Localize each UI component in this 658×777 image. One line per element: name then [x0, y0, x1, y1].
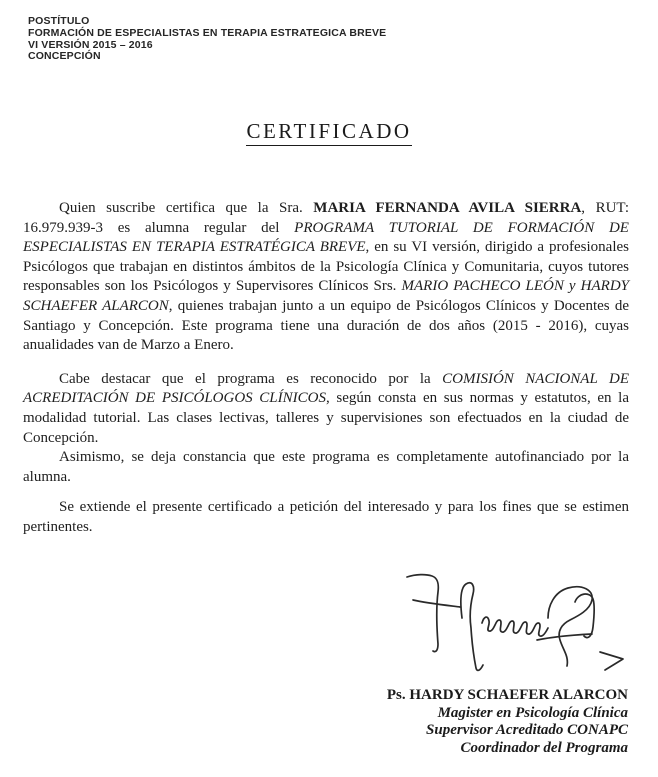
signatory-title: Supervisor Acreditado CONAPC — [426, 722, 628, 739]
text-segment: PROGRAMA TUTORIAL DE FORMACIÓN DE ESPECIALISTAS EN TERAPIA ESTRATÉGICA BREVE — [23, 219, 629, 256]
text-segment: , quienes trabajan junto a un equipo de Psicólogos Clínicos y Docentes de Santiago y Concepción. Este programa tiene una duración de dos años (2015 - 2016), cuyas anualidades van de Marzo a Enero. — [23, 297, 629, 354]
text-segment: , según consta en sus normas y estatutos, en la modalidad tutorial. Las clases lectivas, talleres y supervisiones son efectuados en la ciudad de Concepción. — [23, 390, 630, 446]
signatory-title: Coordinador del Programa — [460, 739, 628, 756]
certificate-title — [0, 119, 658, 146]
signature-icon — [402, 566, 642, 678]
text-segment: , RUT: 16.979.939-3 es alumna regular del — [23, 200, 629, 236]
header-line: CONCEPCIÓN — [28, 50, 101, 63]
text-segment: Quien suscribe certifica que la Sra. — [59, 200, 314, 216]
certificate-body — [23, 199, 629, 538]
text-segment: , en su VI versión, dirigido a profesionales Psicólogos que trabajan en distintos ámbitos de la Psicología Clínica y Comunitaria, cuyos tutores responsables son los Psicólogos y Supervisores Clínicos Srs. — [23, 239, 629, 295]
paragraph — [23, 199, 629, 356]
paragraph — [23, 370, 629, 448]
paragraph — [23, 498, 629, 537]
text-segment: MARIA FERNANDA AVILA SIERRA — [313, 200, 582, 216]
text-segment: Se extiende el presente certificado a petición del interesado y para los fines que se estimen pertinentes. — [23, 499, 629, 535]
header-line: FORMACIÓN DE ESPECIALISTAS EN TERAPIA ESTRATEGICA BREVE — [28, 26, 387, 39]
certificate-title-text: CERTIFICADO — [246, 119, 411, 146]
document-header — [28, 16, 386, 63]
header-line: VI VERSIÓN 2015 – 2016 — [28, 38, 153, 51]
header-line: POSTÍTULO — [28, 15, 90, 27]
signature-block — [387, 687, 628, 757]
text-segment: COMISIÓN NACIONAL DE ACREDITACIÓN DE PSICÓLOGOS CLÍNICOS — [23, 370, 630, 407]
paragraph — [23, 448, 629, 487]
signatory-titles — [387, 705, 628, 758]
text-segment: Asimismo, se deja constancia que este programa es completamente autofinanciado por la alumna. — [23, 449, 629, 485]
signatory-title: Magister en Psicología Clínica — [437, 704, 628, 721]
text-segment: Cabe destacar que el programa es reconocido por la — [59, 370, 443, 387]
signatory-name: Ps. HARDY SCHAEFER ALARCON — [386, 687, 628, 703]
text-segment: MARIO PACHECO LEÓN y HARDY SCHAEFER ALARCON — [23, 278, 629, 314]
